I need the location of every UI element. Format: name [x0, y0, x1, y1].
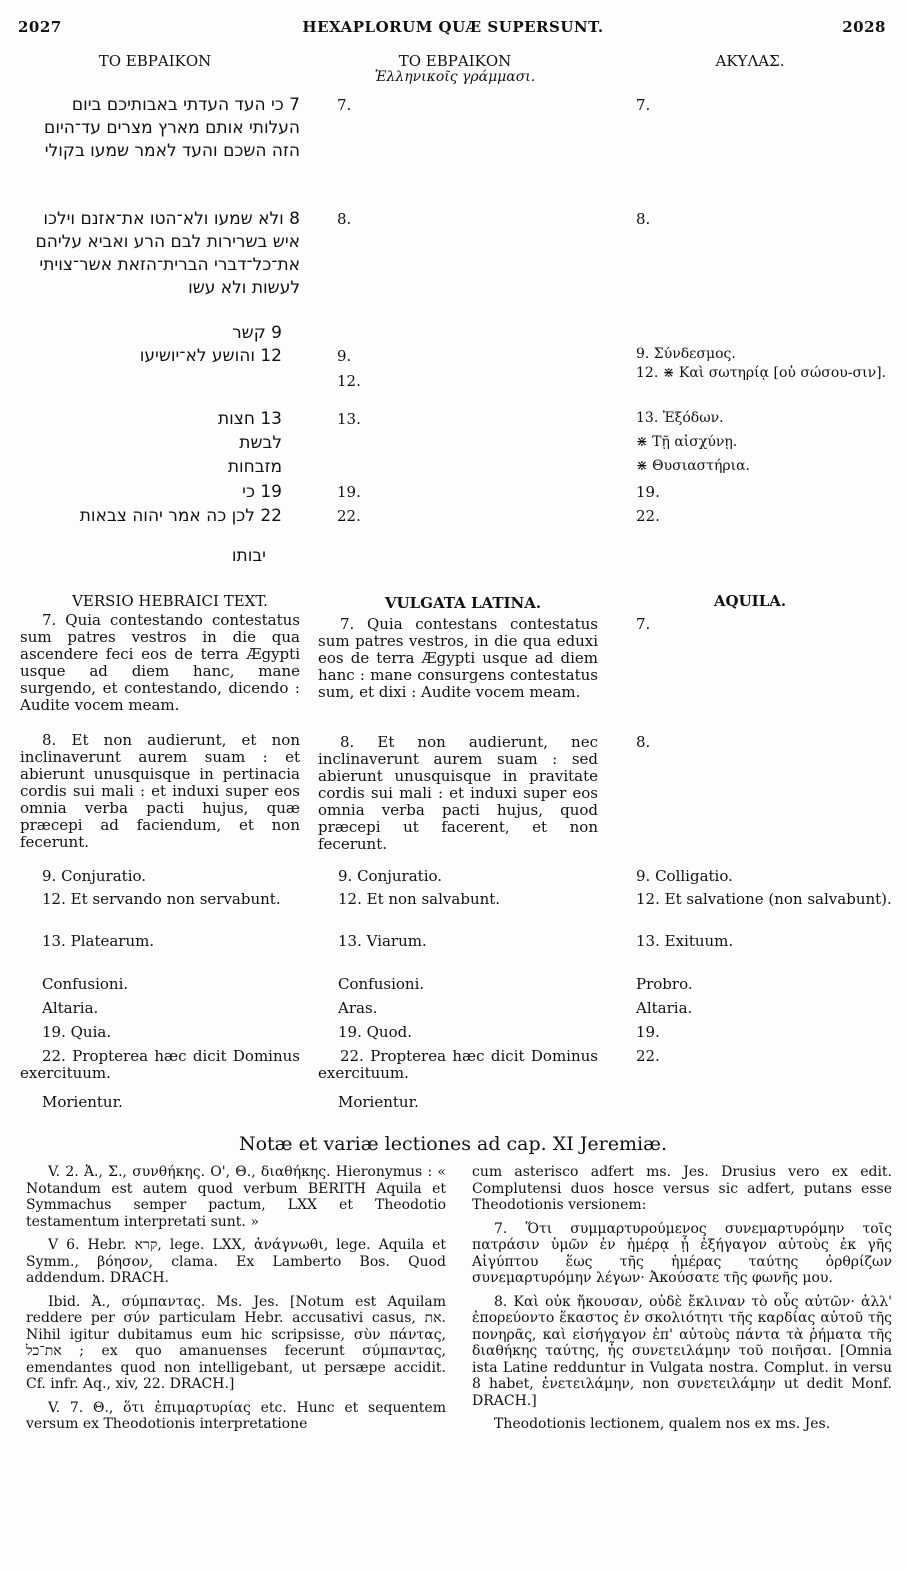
aquila-greek-13: 13. Ἐξόδων. — [636, 410, 724, 426]
aquila-greek-22: 22. — [636, 507, 660, 525]
versio-verse-8: 8. Et non audierunt, et non inclinaverunt aurem suam : et abierunt unusquisque in pertinacia cordis sui mali : et induxi super eos omnia verba pacti hujus, quæ præcepi ad faciendum, et non fecerunt. — [20, 731, 300, 851]
column-subheading: Ἑλληνικοῖς γράμμασι. — [374, 69, 536, 85]
col2-num-13: 13. — [337, 410, 361, 428]
hebrew-verse-22: 22 לכן כה אמר יהוה צבאות — [79, 506, 282, 526]
aquila-greek-8: 8. — [636, 210, 651, 228]
vulgata-verse-22: 22. Propterea hæc dicit Dominus exercituum. — [318, 1047, 598, 1082]
note-paragraph: V 6. Hebr. קרא, lege. LXX, ἀνάγνωθι, lege. Aquila et Symm., βόησον, clama. Ex Lamberto Bos. Quod addendum. DRACH. — [26, 1237, 446, 1286]
note-paragraph: V. 7. Θ., ὅτι ἐπιμαρτυρίας etc. Hunc et sequentem versum ex Theodotionis interpretatione — [26, 1399, 446, 1432]
hebrew-verse-12: 12 והושע לא־יושיעו — [139, 346, 282, 366]
vulgata-verse-9: 9. Conjuratio. — [338, 867, 443, 885]
vulgata-confusioni: Confusioni. — [338, 975, 425, 993]
hebrew-verse-13b: לבשת — [239, 433, 282, 453]
versio-verse-13: 13. Platearum. — [42, 932, 155, 950]
hebrew-verse-9: 9 קשר — [232, 323, 282, 343]
col2-num-7: 7. — [337, 96, 352, 114]
versio-verse-7: 7. Quia contestando contestatus sum patres vestros in die qua ascendere feci eos de terra Ægypti usque ad diem hanc, mane surgendo, et contestando, dicendo : Audite vocem meam. — [20, 611, 300, 714]
vulgata-verse-19: 19. Quod. — [338, 1023, 412, 1041]
aquila-greek-19: 19. — [636, 483, 660, 501]
notes-title: Notæ et variæ lectiones ad cap. XI Jeremiæ. — [238, 1133, 667, 1155]
aquila-latin-12: 12. Et salvatione (non salvabunt). — [636, 890, 892, 908]
note-paragraph: V. 2. Ἀ., Σ., συνθήκης. Ο', Θ., διαθήκης. Hieronymus : « Notandum est autem quod verbum BERITH Aquila et Symmachus semper pactum, LXX et Theodotio testamentum interpretati sunt. » — [26, 1164, 446, 1230]
aquila-greek-13b: ⋇ Τῇ αἰσχύνῃ. — [636, 434, 738, 450]
aquila-greek-7: 7. — [636, 96, 651, 114]
page-number-left: 2027 — [18, 18, 62, 36]
vulgata-morientur: Morientur. — [338, 1093, 419, 1111]
hebrew-verse-8: 8 ולא שמעו ולא־הטו את־אזנם וילכו איש בשרירות לבם הרע ואביא עליהם את־כל־דברי הברית־הזאת אשר־צויתי לעשות ולא עשו — [35, 209, 300, 298]
col2-num-8: 8. — [337, 210, 352, 228]
column-heading-hebrew: ΤΟ ΕΒΡΑΙΚΟΝ — [98, 52, 212, 70]
notes-right-column — [472, 1164, 892, 1440]
aquila-latin-9: 9. Colligatio. — [636, 867, 733, 885]
col2-num-9: 9. — [337, 347, 352, 365]
aquila-latin-22: 22. — [636, 1047, 660, 1065]
versio-verse-9: 9. Conjuratio. — [42, 867, 147, 885]
notes-left-column — [26, 1164, 446, 1440]
column-heading-aquila: ΑΚΥΛΑΣ. — [715, 52, 785, 70]
col2-num-22: 22. — [337, 507, 361, 525]
section-heading-vulgata: VULGATA LATINA. — [384, 594, 542, 612]
vulgata-aras: Aras. — [338, 999, 378, 1017]
versio-morientur: Morientur. — [42, 1093, 123, 1111]
aquila-latin-13: 13. Exituum. — [636, 932, 734, 950]
aquila-greek-9: 9. Σύνδεσμος. — [636, 346, 736, 362]
column-heading-hebrew-greek: ΤΟ ΕΒΡΑΙΚΟΝ — [398, 52, 512, 70]
note-paragraph: Ibid. Ἀ., σύμπαντας. Ms. Jes. [Notum est Aquilam reddere per σύν particulam Hebr. accusativi casus, את. Nihil igitur dubitamus eum hic scripsisse, σὺν πάντας, את־כל ; ex quo amanuenses fecerunt σύμπαντας, emendantes quod non intelligebant, ut persæpe accidit. Cf. infr. Aq., xiv, 22. DRACH.] — [26, 1293, 446, 1392]
versio-verse-22: 22. Propterea hæc dicit Dominus exercituum. — [20, 1047, 300, 1082]
col2-num-12: 12. — [337, 372, 361, 390]
vulgata-verse-12: 12. Et non salvabunt. — [338, 890, 501, 908]
versio-confusioni: Confusioni. — [42, 975, 129, 993]
aquila-latin-7: 7. — [636, 615, 651, 633]
section-heading-aquila: AQUILA. — [713, 592, 787, 610]
hebrew-verse-7: 7 כי העד העדתי באבותיכם ביום העלותי אותם מארץ מצרים עד־היום הזה השכם והעד לאמר שמעו בקולי — [44, 95, 300, 161]
vulgata-verse-7: 7. Quia contestans contestatus sum patres vestros, in die qua eduxi eos de terra Ægypti usque ad diem hanc : mane consurgens contestatus sum, et dixi : Audite vocem meam. — [318, 615, 598, 701]
vulgata-verse-13: 13. Viarum. — [338, 932, 427, 950]
hebrew-verse-13: 13 חצות — [217, 409, 282, 429]
col2-num-19: 19. — [337, 483, 361, 501]
versio-altaria: Altaria. — [42, 999, 99, 1017]
aquila-latin-8: 8. — [636, 733, 651, 751]
aquila-probro: Probro. — [636, 975, 693, 993]
note-paragraph: 8. Καὶ οὐκ ἤκουσαν, οὐδὲ ἔκλιναν τὸ οὖς αὐτῶν· ἀλλ' ἐπορεύοντο ἕκαστος ἐν σκολιότητι τῆς καρδίας αὐτοῦ τῆς πονηρᾶς, καὶ εἰσήγαγον ἐπ' αὐτοὺς πάντα τὰ ῥήματα τῆς διαθήκης ταύτης, ἧς συνετειλάμην τοῦ ποιῆσαι. [Omnia ista Latine redduntur in Vulgata nostra. Complut. in versu 8 habet, ἐνετειλάμην, non συνετειλάμην ut dedit Monf. DRACH.] — [472, 1293, 892, 1409]
hebrew-verse-22b: יבותו — [231, 546, 266, 566]
hebrew-verse-13c: מזבחות — [227, 457, 282, 477]
page-number-right: 2028 — [842, 18, 886, 36]
aquila-altaria: Altaria. — [636, 999, 693, 1017]
note-paragraph: 7. Ὅτι συμμαρτυρούμενος συνεμαρτυρόμην τοῖς πατράσιν ὑμῶν ἐν ἡμέρᾳ ᾗ ἐξήγαγον αὐτοὺς ἐκ γῆς Αἰγύπτου ἕως τῆς ἡμέρας ταύτης ὀρθρίζων συνεμαρτυρόμην λέγων· Ἀκούσατε τῆς φωνῆς μου. — [472, 1220, 892, 1286]
note-paragraph: Theodotionis lectionem, qualem nos ex ms. Jes. — [494, 1416, 831, 1432]
aquila-latin-19: 19. — [636, 1023, 660, 1041]
running-title: HEXAPLORUM QUÆ SUPERSUNT. — [302, 18, 604, 36]
note-paragraph: cum asterisco adfert ms. Jes. Drusius vero ex edit. Complutensi duos hosce versus sic adfert, putans esse Theodotionis versionem: — [472, 1164, 892, 1213]
versio-verse-19: 19. Quia. — [42, 1023, 112, 1041]
aquila-greek-12: 12. ⋇ Καὶ σωτηρίᾳ [οὐ σώσου-σιν]. — [636, 365, 886, 381]
hebrew-verse-19: 19 כי — [242, 482, 282, 502]
versio-verse-12: 12. Et servando non servabunt. — [42, 890, 281, 908]
vulgata-verse-8: 8. Et non audierunt, nec inclinaverunt aurem suam : sed abierunt unusquisque in pravitate cordis sui mali : et induxi super eos omnia verba pacti hujus, quod præcepi ut facerent, et non fecerunt. — [318, 733, 598, 853]
aquila-greek-13c: ⋇ Θυσιαστήρια. — [636, 458, 750, 474]
section-heading-versio: VERSIO HEBRAICI TEXT. — [72, 592, 268, 610]
